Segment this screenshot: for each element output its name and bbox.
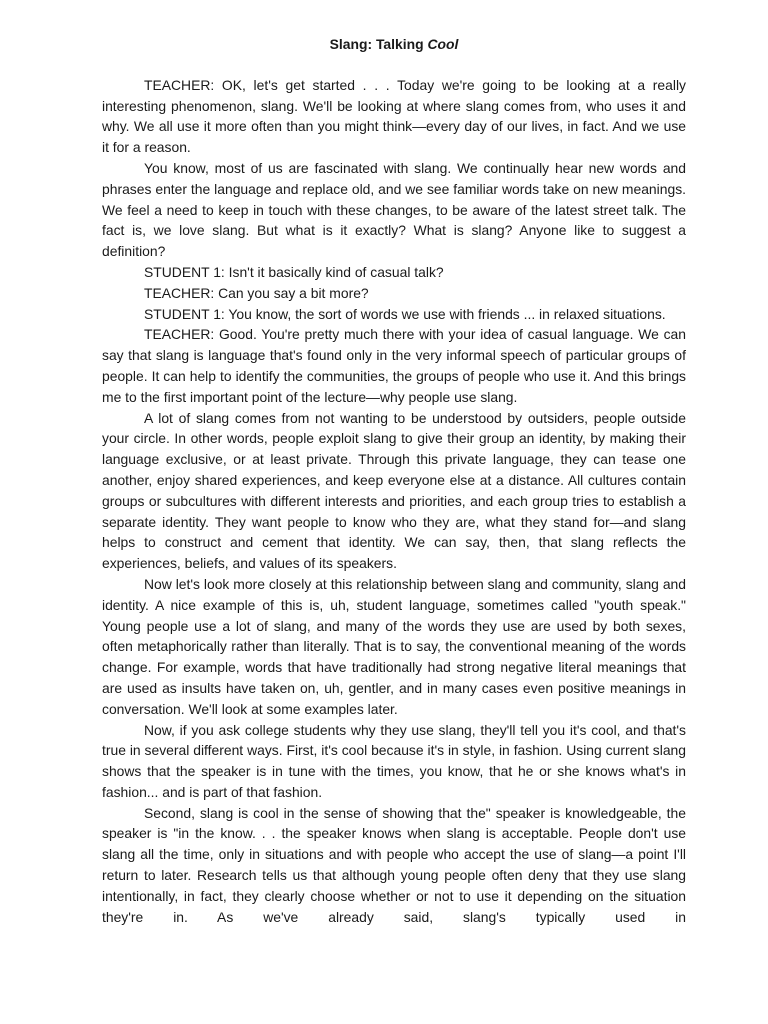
- paragraph: TEACHER: OK, let's get started . . . Today we're going to be looking at a really interesting phenomenon, slang. We'll be looking at where slang comes from, who uses it and why. We all use it more often than you might think—every day of our lives, in fact. And we use it for a reason.: [102, 76, 686, 156]
- title-emphasis: Cool: [427, 36, 459, 52]
- document-title: [102, 34, 686, 55]
- paragraph: Now let's look more closely at this relationship between slang and community, slang and identity. A nice example of this is, uh, student language, sometimes called "youth speak." Young people use a lot of slang, and many of the words they use are used by both sexes, often metaphorically rather than literally. That is to say, the conventional meaning of the words change. For example, words that have traditionally had strong negative literal meanings that are used as insults have taken on, uh, gentler, and in many cases even positive meanings in conversation. We'll look at some examples later.: [102, 575, 686, 717]
- paragraph: Second, slang is cool in the sense of showing that the" speaker is knowledgeable, the speaker is "in the know. . . the speaker knows when slang is acceptable. People don't use slang all the time, only in situations and with people who accept the use of slang—a point I'll return to later. Research tells us that although young people often deny that they use slang intentionally, in fact, they clearly choose whether or not to use it depending on the situation they're in. As we've already said, slang's typically used in: [102, 804, 686, 925]
- paragraph: STUDENT 1: You know, the sort of words we use with friends ... in relaxed situations.: [144, 305, 666, 322]
- document-page: [102, 34, 686, 927]
- paragraph: TEACHER: Good. You're pretty much there with your idea of casual language. We can say that slang is language that's found only in the very informal speech of particular groups of people. It can help to identify the communities, the groups of people who use it. And this brings me to the first important point of the lecture—why people use slang.: [102, 326, 686, 405]
- paragraph: TEACHER: Can you say a bit more?: [144, 284, 369, 301]
- paragraph: A lot of slang comes from not wanting to be understood by outsiders, people outside your circle. In other words, people exploit slang to give their group an identity, by making their language exclusive, or at least private. Through this private language, they can tease one another, enjoy shared experiences, and keep everyone else at a distance. All cultures contain groups or subcultures with different interests and priorities, and each group tries to establish a separate identity. They want people to know who they are, what they stand for—and slang helps to construct and cement that identity. We can say, then, that slang reflects the experiences, beliefs, and values of its speakers.: [102, 409, 686, 572]
- paragraph: STUDENT 1: Isn't it basically kind of casual talk?: [144, 263, 444, 280]
- paragraph: You know, most of us are fascinated with slang. We continually hear new words and phrases enter the language and replace old, and we see familiar words take on new meanings. We feel a need to keep in touch with these changes, to be aware of the latest street talk. The fact is, we love slang. But what is it exactly? What is slang? Anyone like to suggest a definition?: [102, 159, 686, 260]
- paragraph: Now, if you ask college students why they use slang, they'll tell you it's cool, and that's true in several different ways. First, it's cool because it's in style, in fashion. Using current slang shows that the speaker is in tune with the times, you know, that he or she knows what's in fashion... and is part of that fashion.: [102, 721, 686, 800]
- title-main: Slang: Talking: [329, 36, 428, 52]
